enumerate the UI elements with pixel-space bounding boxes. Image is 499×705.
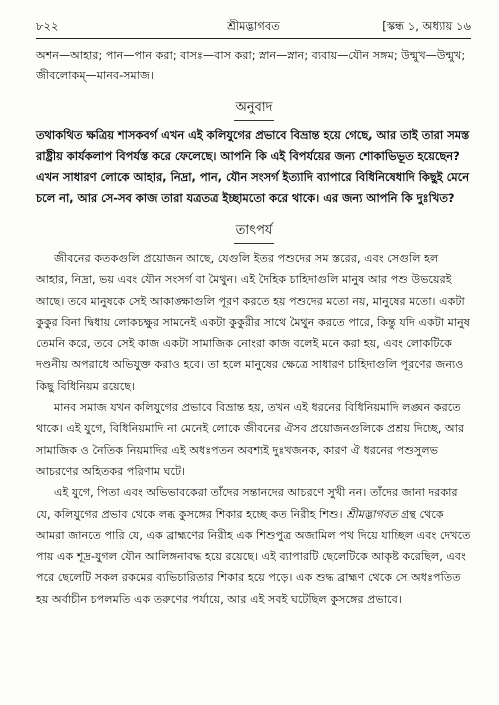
purport-paragraph-3-end: গ্রন্থ থেকে আমরা জানতে পারি যে, এক ব্রাহ্মণের নিরীহ এক শিশুপুত্র অজামিল পথ দিয়ে যাচ্ছিল এবং দেখতে পায় এক শূদ্র-যুগল যৌন আলিঙ্গনাবদ্ধ হয়ে রয়েছে। এই ব্যাপারটি ছেলেটিকে আকৃষ্ট করেছিল, এবং পরে ছেলেটি সকল রকমের ব্যভিচারিতার শিকার হয়ে পড়ে। এক শুদ্ধ ব্রাহ্মণ থেকে সে অধঃপতিত হয় অর্বাচীন চপলমতি এক তরুণের পর্যায়ে, আর এই সবই ঘটেছিল কুসঙ্গের প্রভাবে। [36, 507, 471, 606]
synonyms-text: অশন—আহার; পান—পান করা; বাসঃ—বাস করা; স্নান—স্নান; ব্যবায়—যৌন সঙ্গম; উন্মুখ—উন্মুখ; জীবলোকম্—মানব-সমাজ। [36, 49, 466, 82]
translation-heading-label: অনুবাদ [234, 98, 275, 121]
running-header [36, 18, 471, 38]
purport-paragraph-3-start: এই যুগে, পিতা এবং অভিভাবকেরা তাঁদের সন্তানদের আচরণে সুখী নন। তাঁদের জানা দরকার যে, কলিযুগের প্রভাব থেকে লব্ধ কুসঙ্গের শিকার হচ্ছে কত নিরীহ শিশু। [36, 486, 458, 521]
book-title: শ্রীমদ্ভাগবত [227, 19, 280, 33]
purport-heading-label: তাৎপর্য [234, 221, 275, 244]
purport-paragraph-3 [36, 482, 472, 610]
purport-paragraph-1: জীবনের কতকগুলি প্রয়োজন আছে, যেগুলি ইতর পশুদের সম স্তরের, এবং সেগুলি হল আহার, নিদ্রা, ভয় এবং যৌন সংসর্গ বা মৈথুন। এই দৈহিক চাহিদাগুলি মানুষ আর পশু উভয়েরই আছে। তবে মানুষকে সেই আকাঙ্ক্ষাগুলি পূরণ করতে হয় পশুদের মতো নয়, মানুষের মতো। একটা কুকুর বিনা দ্বিধায় লোকচক্ষুর সামনেই একটা কুকুরীর সাথে মৈথুন করতে পারে, কিন্তু যদি একটা মানুষ তেমনি করে, তবে সেই কাজ একটা সামাজিক নোংরা কাজ বলেই মনে করা হয়, এবং লোকটিকে দণ্ডনীয় অপরাধে অভিযুক্ত করাও হবে। তা হলে মানুষের ক্ষেত্রে সাধারণ চাহিদাগুলি পূরণের জন্যও কিছু বিধিনিয়ম রয়েছে। [36, 252, 470, 393]
purport-heading [36, 221, 472, 244]
page-number: ৮২২ [36, 19, 59, 33]
translation-heading [36, 98, 472, 121]
page-body [36, 46, 472, 610]
translation-text: তথাকথিত ক্ষত্রিয় শাসকবর্গ এখন এই কলিযুগের প্রভাবে বিভ্রান্ত হয়ে গেছে, আর তাই তারা সমস্ত রাষ্ট্রীয় কার্যকলাপ বিপর্যস্ত করে ফেলেছে। আপনি কি এই বিপর্যয়ের জন্য শোকাভিভূত হয়েছেন? এখন সাধারণ লোকে আহার, নিদ্রা, পান, যৌন সংসর্গ ইত্যাদি ব্যাপারে বিধিনিষেধাদি কিছুই মেনে চলে না, আর সে-সব কাজ তারা যত্রতত্র ইচ্ছামতো করে থাকে। এর জন্য আপনি কি দুঃখিত? [36, 128, 470, 205]
purport-paragraph-2: মানব সমাজ যখন কলিযুগের প্রভাবে বিভ্রান্ত হয়, তখন এই ধরনের বিধিনিয়মাদি লঙ্ঘন করতে থাকে। এই যুগে, বিধিনিয়মাদি না মেনেই লোকে জীবনের ঐসব প্রয়োজনগুলিকে প্রশ্রয় দিচ্ছে, আর সামাজিক ও নৈতিক নিয়মাদির এই অধঃপতন অবশ্যই দুঃখজনক, কারণ ঐ ধরনের পশুসুলভ আচরণের অহিতকর পরিণাম ঘটে। [36, 401, 465, 478]
header-rule [36, 38, 471, 39]
book-title-reference: শ্রীমদ্ভাগবত [346, 507, 398, 521]
chapter-reference: [স্কন্ধ ১, অধ্যায় ১৬ [382, 19, 471, 33]
